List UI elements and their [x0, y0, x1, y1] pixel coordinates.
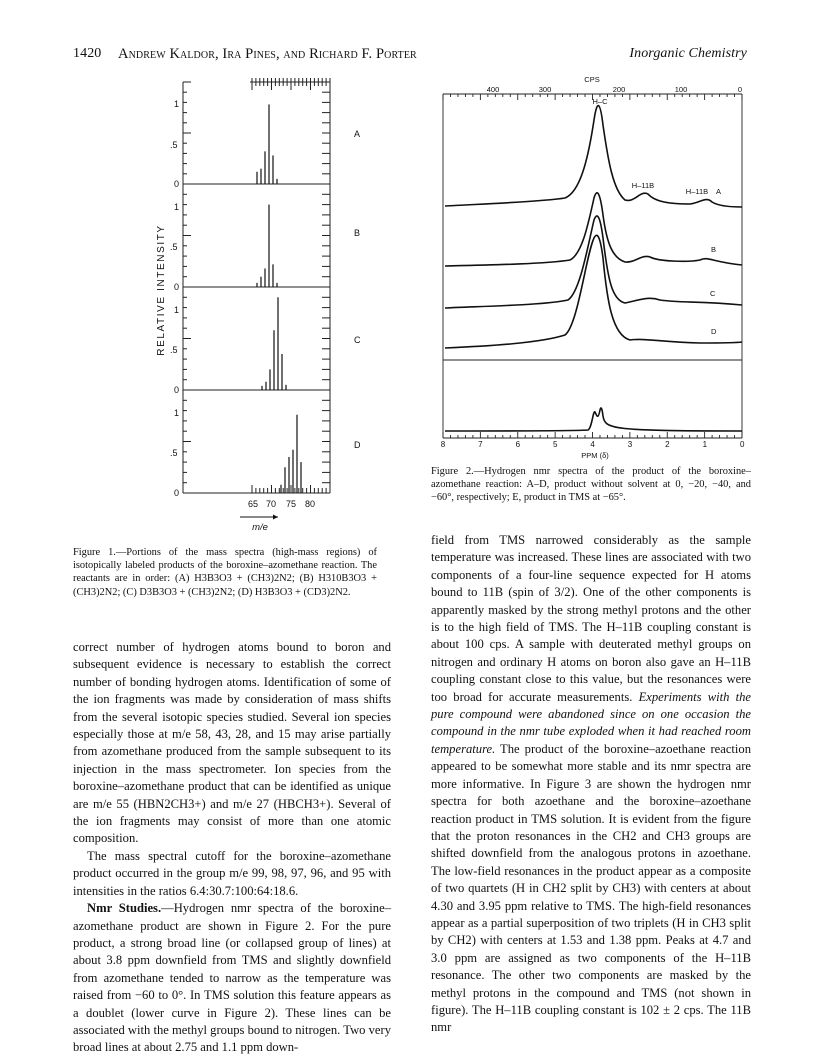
fig2-ppm-tick-label: 5: [552, 440, 558, 449]
fig2-spectrum-c: [445, 216, 742, 308]
fig1-x-axis-label: m/e: [252, 522, 268, 532]
fig2-peak-hc: H–C: [592, 97, 608, 106]
fig2-ppm-tick-label: 3: [627, 440, 633, 449]
fig1-panel-d: D: [354, 440, 361, 450]
fig2-cps-label: CPS: [584, 75, 600, 84]
fig1-ytick-a-half: .5: [170, 140, 178, 150]
fig2-peak-hb-2: H–11B: [685, 187, 709, 196]
right-para-1b: The product of the boroxine–azoethane reaction appeared to be somewhat more stable and its nmr spectra are more informative. In Figure 3 are shown the hydrogen nmr spectra for both azoethane and the boroxine–azoethane reaction product in TMS solution. It is evident from the figure that the proton resonances in the CH2 and CH3 groups are shifted downfield from the analogous protons in azoethane. The low-field resonances in the product appear as a composite of two quartets (H in CH2 split by CH3) with centers at about 4.30 and 3.95 ppm relative to TMS. The high-field resonances appear as a partial superposition of two triplets (H in CH3 split by CH2) with centers at 1.53 and 1.38 ppm. Peaks at 4.7 and 3.0 ppm are assigned as two components of the H–11B resonance. The other two components are masked by the methyl protons in the compound and TMS (not shown in figure). The H–11B coupling constant is 102 ± 2 cps. The 11B nmr: [431, 741, 752, 1035]
fig2-ppm-tick-label: 7: [478, 440, 483, 449]
section-heading-nmr: Nmr Studies.: [87, 901, 162, 916]
fig1-xtick-65: 65: [248, 499, 259, 509]
left-para-3: [73, 900, 391, 1057]
figure-1-mass-spectra: [140, 72, 370, 532]
fig2-spectrum-d: [445, 235, 742, 348]
fig2-curve-b: B: [711, 245, 717, 254]
fig2-top-tick-100: 100: [674, 85, 688, 94]
right-para-1: [431, 532, 751, 1037]
fig2-ppm-tick-label: 0: [739, 440, 745, 449]
fig1-ytick-a-0: 0: [174, 179, 180, 189]
right-para-1a: field from TMS narrowed considerably as the sample temperature was increased. These lines are associated with two components of a four-line sequence expected for H atoms bound to 11B (spin of 3/2). One of the other components is apparently masked by the strong methyl protons and the other is to the high field of TMS. The H–11B coupling constant is about 100 cps. A sample with deuterated methyl groups on nitrogen and ordinary H atoms on boron also gave an H–11B coupling constant close to this value, but the resonances were too broad for accurate measurements.: [431, 533, 751, 704]
fig2-curve-d: D: [711, 327, 717, 336]
fig2-ppm-label: PPM (δ): [581, 451, 609, 460]
fig1-xtick-70: 70: [266, 499, 277, 509]
fig2-ppm-tick-label: 1: [702, 440, 708, 449]
fig2-curve-a: A: [716, 187, 722, 196]
fig1-ytick-b-1: 1: [174, 202, 180, 212]
running-authors: Andrew Kaldor, Ira Pines, and Richard F. Porter: [118, 46, 417, 62]
left-column: [73, 639, 391, 1057]
figure-1-caption: Figure 1.—Portions of the mass spectra (high-mass regions) of isotopically labeled products of the boroxine–azomethane reaction. The reactants are in order: (A) H3B3O3 + (CH3)2N2; (B) H310B3O3 + (CH3)2N2; (C) D3B3O3 + (CH3)2N2; (D) H3B3O3 + (CD3)2N2.: [73, 547, 377, 598]
fig2-top-tick-300: 300: [538, 85, 552, 94]
fig2-top-tick-200: 200: [612, 85, 626, 94]
figure-2-caption: Figure 2.—Hydrogen nmr spectra of the product of the boroxine–azomethane reaction: A–D, product without solvent at 0, −20, −40, and −60°, respectively; E, product in TMS at −65°.: [431, 466, 751, 504]
fig1-ytick-b-0: 0: [174, 282, 180, 292]
fig2-spectrum-e: [445, 408, 742, 431]
page-number: 1420: [73, 46, 102, 61]
fig2-top-tick-0: 0: [737, 85, 743, 94]
fig2-ppm-tick-label: 8: [440, 440, 446, 449]
fig2-top-tick-400: 400: [486, 85, 500, 94]
fig1-panel-b: B: [354, 228, 361, 238]
fig1-ytick-d-half: .5: [170, 448, 178, 458]
fig1-ytick-c-0: 0: [174, 385, 180, 395]
right-column: [431, 532, 751, 1037]
fig1-ytick-c-1: 1: [174, 305, 180, 315]
fig1-panel-a: A: [354, 129, 361, 139]
fig1-xtick-75: 75: [286, 499, 297, 509]
left-para-3-text: —Hydrogen nmr spectra of the boroxine–azomethane product are shown in Figure 2. For the pure product, a strong broad line (or collapsed group of lines) at about 3.8 ppm downfield from TMS and slightly downfield from azomethane tended to narrow as the temperature was raised from −60 to 0°. In TMS solution this feature appears as a doublet (lower curve in Figure 2). These lines can be associated with the methyl groups bound to nitrogen. Two very broad lines at about 2.75 and 1.1 ppm down-: [73, 901, 391, 1055]
fig2-ppm-tick-label: 6: [515, 440, 521, 449]
fig1-ytick-d-1: 1: [174, 408, 180, 418]
fig1-xtick-80: 80: [305, 499, 316, 509]
journal-name: Inorganic Chemistry: [629, 46, 747, 61]
fig1-panel-c: C: [354, 335, 361, 345]
right-para-italic: Experiments with the pure compound were abandoned since on one occasion the compound in the nmr tube exploded when it had reached room temperature.: [431, 689, 752, 756]
fig2-peak-hb-1: H–11B: [631, 181, 655, 190]
fig1-ytick-a-1: 1: [174, 99, 180, 109]
left-para-1: correct number of hydrogen atoms bound to boron and subsequent evidence is necessary to establish the correct number of bonding hydrogen atoms. Identification of some of the ion fragments was made by consideration of mass shifts from the several isotopic species studied. Several ion species especially those at m/e 58, 43, 28, and 15 may arise partially from azomethane produced from the sample subsequent to its injection in the mass spectrometer. Ion species from the boroxine–azomethane product that can be identified as unique are m/e 55 (HBN2CH3+) and m/e 27 (HBCH3+). Several of the ion fragments may consist of more than one atomic composition.: [73, 640, 391, 846]
fig1-ytick-d-0: 0: [174, 488, 180, 498]
figure-2-nmr-spectra: [440, 70, 760, 460]
fig1-ytick-b-half: .5: [170, 242, 178, 252]
fig2-ppm-tick-label: 4: [590, 440, 595, 449]
fig2-curve-c: C: [710, 289, 716, 298]
left-para-2: The mass spectral cutoff for the boroxine–azomethane product occurred in the group m/e 99, 98, 97, 96, and 95 with intensities in the ratios 6.4:30.7:100:64:18.6.: [73, 848, 391, 898]
fig1-ytick-c-half: .5: [170, 345, 178, 355]
fig2-ppm-tick-label: 2: [665, 440, 670, 449]
fig1-y-axis-label: RELATIVE INTENSITY: [156, 224, 167, 356]
